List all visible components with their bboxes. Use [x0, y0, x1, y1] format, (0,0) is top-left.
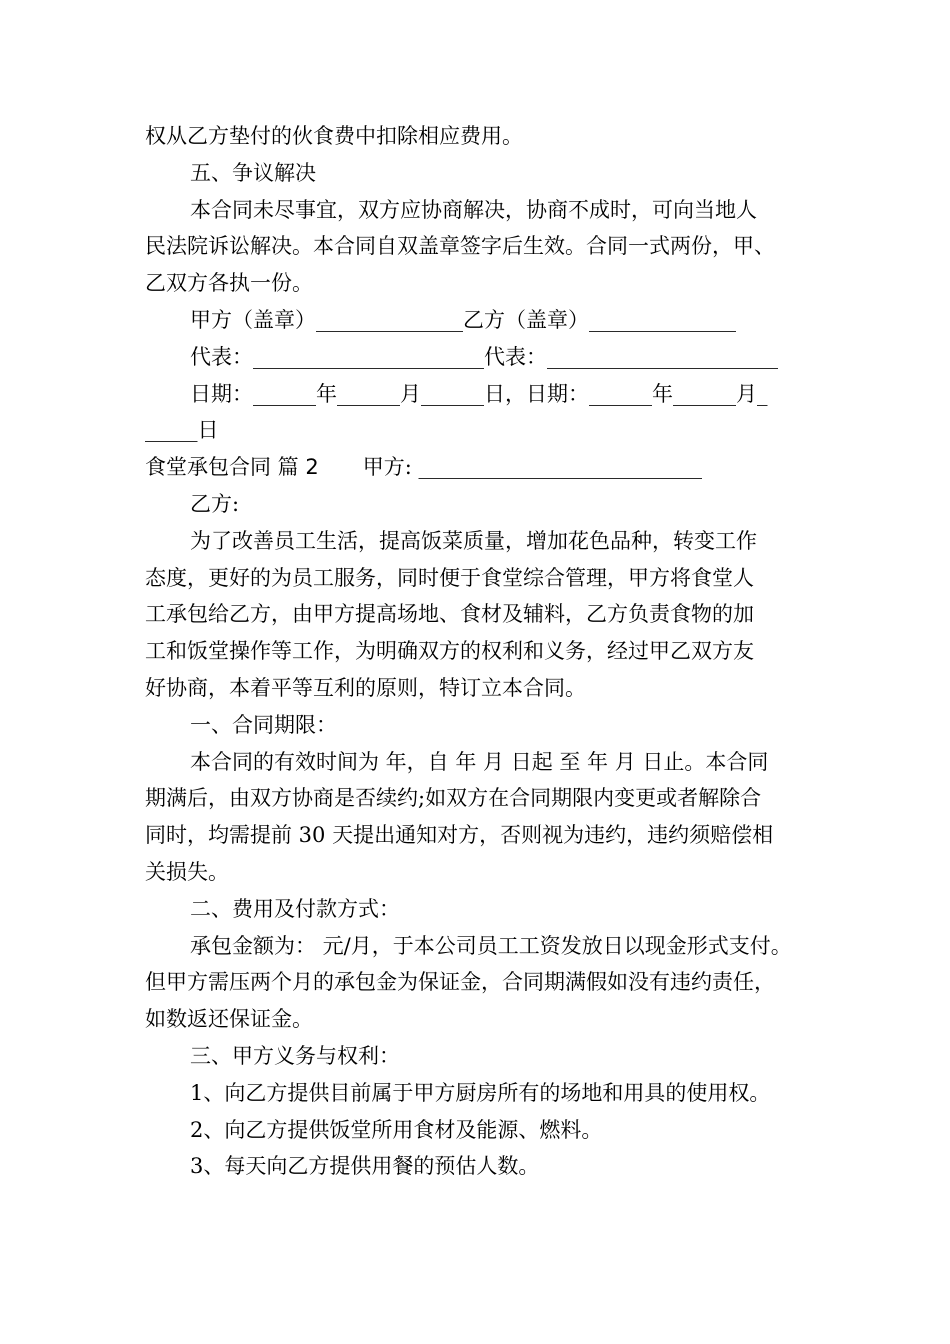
contract-title-line [145, 449, 825, 486]
text-line: 关损失。 [145, 859, 229, 884]
representative-line: 代表：______________________代表：______________________ [190, 344, 778, 369]
section-heading: 三、甲方义务与权利： [190, 1043, 400, 1068]
text-line: 同时，均需提前 30 天提出通知对方，否则视为违约，违约须赔偿相 [145, 823, 774, 848]
contract-title: 食堂承包合同 篇 2 [145, 455, 319, 480]
section-heading: 二、费用及付款方式： [190, 896, 400, 921]
section-heading: 五、争议解决 [190, 160, 316, 185]
text-line: 态度，更好的为员工服务，同时便于食堂综合管理，甲方将食堂人 [145, 565, 754, 590]
party-a-field: 甲方: ___________________________ [362, 455, 702, 480]
text-line: 好协商，本着平等互利的原则，特订立本合同。 [145, 675, 586, 700]
text-line: 本合同未尽事宜，双方应协商解决，协商不成时，可向当地人 [190, 197, 757, 222]
text-line: 为了改善员工生活，提高饭菜质量，增加花色品种，转变工作 [190, 528, 757, 553]
document-body [145, 118, 825, 1185]
list-item: 2、向乙方提供饭堂所用食材及能源、燃料。 [190, 1117, 603, 1142]
text-line: 如数返还保证金。 [145, 1007, 313, 1032]
text-line: 民法院诉讼解决。本合同自双盖章签字后生效。合同一式两份，甲、 [145, 234, 775, 259]
text-line: 本合同的有效时间为 年，自 年 月 日起 至 年 月 日止。本合同 [190, 749, 769, 774]
party-b-field: 乙方: [190, 491, 240, 516]
signature-line: 甲方（盖章）______________乙方（盖章）______________ [190, 307, 736, 332]
date-line-continued: _____日 [145, 418, 219, 443]
text-line: 但甲方需压两个月的承包金为保证金，合同期满假如没有违约责任， [145, 970, 775, 995]
text-line: 权从乙方垫付的伙食费中扣除相应费用。 [145, 124, 523, 148]
text-line: 承包金额为： 元/月，于本公司员工工资发放日以现金形式支付。 [190, 933, 792, 958]
date-line: 日期：______年______月______日，日期：______年______月_ [190, 381, 768, 406]
text-line: 期满后，由双方协商是否续约;如双方在合同期限内变更或者解除合 [145, 786, 762, 811]
section-heading: 一、合同期限： [190, 712, 337, 737]
list-item: 1、向乙方提供目前属于甲方厨房所有的场地和用具的使用权。 [190, 1080, 771, 1105]
text-line: 工和饭堂操作等工作，为明确双方的权利和义务，经过甲乙双方友 [145, 639, 754, 664]
text-line: 工承包给乙方，由甲方提高场地、食材及辅料，乙方负责食物的加 [145, 602, 754, 627]
text-line: 乙双方各执一份。 [145, 271, 313, 296]
list-item: 3、每天向乙方提供用餐的预估人数。 [190, 1154, 540, 1179]
